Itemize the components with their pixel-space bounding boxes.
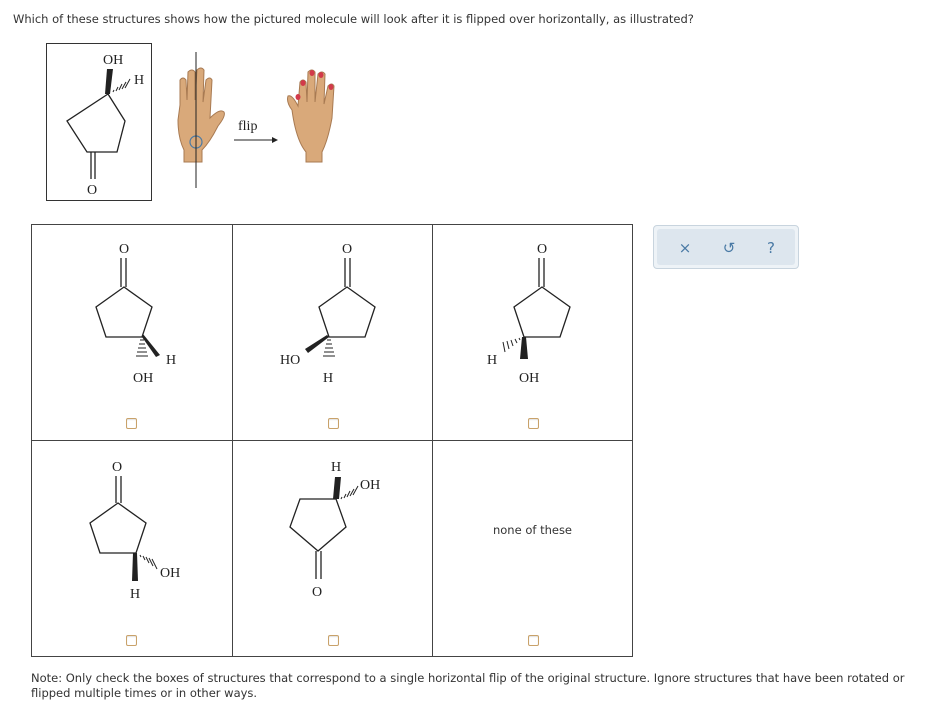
option-a-checkbox[interactable] xyxy=(126,418,137,429)
atom-o: O xyxy=(119,242,130,257)
atom-h: H xyxy=(166,353,177,368)
option-a[interactable] xyxy=(31,224,233,441)
option-b-molecule xyxy=(233,225,434,442)
option-b-checkbox[interactable] xyxy=(328,418,339,429)
option-d[interactable] xyxy=(31,440,233,657)
option-b[interactable] xyxy=(232,224,433,441)
atom-h: H xyxy=(487,353,498,368)
arrow-right-icon xyxy=(234,137,278,143)
note-text: Note: Only check the boxes of structures that correspond to a single horizontal flip of the original structure. Ignore structures that have been rotated or flipped multiple times or in other ways. xyxy=(31,671,905,700)
atom-o: O xyxy=(312,585,323,600)
atom-oh: OH xyxy=(519,371,540,386)
atom-oh: OH xyxy=(133,371,154,386)
original-molecule xyxy=(47,44,153,202)
atom-o: O xyxy=(537,242,548,257)
none-of-these-label: none of these xyxy=(492,523,573,537)
atom-h: H xyxy=(323,371,334,386)
option-f-checkbox[interactable] xyxy=(528,635,539,646)
close-icon[interactable]: × xyxy=(678,239,692,257)
undo-icon[interactable]: ↺ xyxy=(722,239,736,257)
atom-o: O xyxy=(342,242,353,257)
answer-toolbar xyxy=(653,225,799,269)
option-e[interactable] xyxy=(232,440,433,657)
option-c-checkbox[interactable] xyxy=(528,418,539,429)
atom-o: O xyxy=(87,183,98,198)
answer-grid xyxy=(31,224,633,657)
hand-back-icon xyxy=(288,70,335,162)
option-d-checkbox[interactable] xyxy=(126,635,137,646)
option-c[interactable] xyxy=(432,224,633,441)
flip-label: flip xyxy=(238,119,258,134)
atom-o: O xyxy=(112,460,123,475)
option-e-molecule xyxy=(233,441,434,658)
atom-h: H xyxy=(134,73,145,88)
atom-ho: HO xyxy=(280,353,301,368)
option-c-molecule xyxy=(433,225,634,442)
hand-palm-icon xyxy=(178,52,224,188)
atom-oh: OH xyxy=(103,53,124,68)
flip-illustration xyxy=(150,50,370,200)
atom-oh: OH xyxy=(160,566,181,581)
original-molecule-box xyxy=(46,43,152,201)
option-d-molecule xyxy=(32,441,234,658)
option-f[interactable] xyxy=(432,440,633,657)
option-e-checkbox[interactable] xyxy=(328,635,339,646)
atom-h: H xyxy=(130,587,141,602)
atom-oh: OH xyxy=(360,478,381,493)
question-text: Which of these structures shows how the pictured molecule will look after it is flipped over horizontally, as illustrated? xyxy=(13,12,694,26)
atom-h: H xyxy=(331,460,342,475)
option-a-molecule xyxy=(32,225,234,442)
help-icon[interactable]: ? xyxy=(767,239,775,257)
